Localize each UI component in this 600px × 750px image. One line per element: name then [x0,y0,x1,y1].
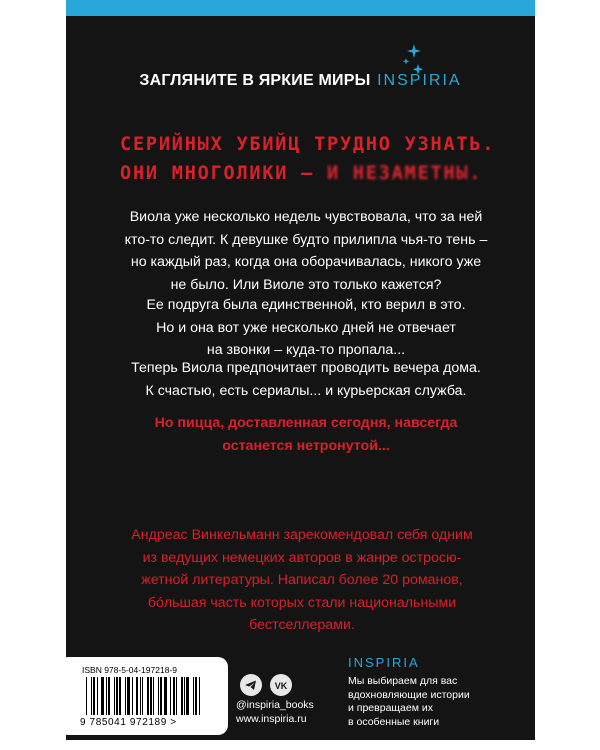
barcode-bar [125,677,126,715]
barcode-bar [195,677,197,715]
blurb-closing-paragraph [86,412,526,457]
blurb-line: Теперь Виола предпочитает проводить вечера дома. [131,360,481,376]
blurb-paragraph-1 [86,206,526,296]
social-handle[interactable]: @inspiria_books [236,699,314,711]
barcode-bar [164,677,167,715]
barcode-bar [108,677,110,715]
barcode-bar [170,677,171,715]
isbn-text: ISBN 978-5-04-197218-9 [82,665,177,675]
blurb-line: на звонки – куда-то пропала... [206,342,406,358]
barcode-bar [106,677,107,715]
barcode-panel [66,657,228,735]
telegram-icon[interactable] [240,674,262,696]
barcode-bar [147,677,149,715]
blurb-line: Но и она вот уже несколько дней не отвечает [156,319,456,336]
tagline-text: ЗАГЛЯНИТЕ В ЯРКИЕ МИРЫ [139,72,371,89]
slogan-line: вдохновляющие истории [348,688,470,701]
barcode-bar [93,677,95,715]
headline-line-1: СЕРИЙНЫХ УБИЙЦ ТРУДНО УЗНАТЬ. [120,134,496,155]
tagline [66,72,535,90]
tagline-brand: INSPIRIA [377,72,462,89]
bio-line: бестселлерами. [249,617,355,633]
barcode-bar [134,677,135,715]
bio-line: из ведущих немецких авторов в жанре остросю- [142,549,462,566]
slogan-line: Мы выбираем для вас [348,675,458,687]
barcode-bar [91,677,92,715]
barcode-bar [116,677,118,715]
barcode-bar [150,677,152,715]
barcode-bar [199,677,200,715]
barcode-bar [156,677,157,715]
barcode-bar [142,677,143,715]
blurb-line: не было. Или Виоле это только кажется? [170,276,442,293]
slogan-line: и превращаем их [348,702,433,715]
barcode-bar [89,677,90,715]
barcode-bar [132,677,133,715]
barcode-bar [123,677,124,715]
back-cover [66,0,535,740]
blurb-line: Ее подруга была единственной, кто верил в это. [146,297,466,313]
headline [120,130,520,188]
website-link[interactable]: www.inspiria.ru [236,713,307,725]
bio-line: бóльшая часть которых стали национальными [147,594,457,611]
barcode-bar [111,677,112,715]
blurb-line: кто-то следит. К девушке будто прилипла чья-то тень – [124,231,488,248]
barcode-bar [176,677,177,715]
barcode-bar [160,677,162,715]
barcode-bar [127,677,130,715]
barcode-bar [101,677,104,715]
barcode-bar [178,677,179,715]
headline-line-2 [120,159,520,188]
barcode-bar [191,677,192,715]
slogan-line: в особенные книги [348,715,440,728]
barcode-bar [201,677,203,715]
blurb-paragraph-3 [86,357,526,402]
blurb-line: К счастью, есть сериалы... и курьерская служба. [145,382,467,399]
svg-text:VK: VK [275,681,288,691]
barcode-bar [186,677,189,715]
barcode-bar [119,677,121,715]
barcode-bar [168,677,169,715]
barcode-bar [184,677,185,715]
barcode-bar [153,677,154,715]
barcode [86,677,204,715]
barcode-bar [181,677,183,715]
bio-line: жетной литературы. Написал более 20 романов, [141,572,463,588]
headline-blurred-text: И НЕЗАМЕТНЫ. [327,163,483,184]
barcode-bar [193,677,194,715]
publisher-logo: INSPIRIA [348,655,420,670]
barcode-bar [136,677,138,715]
social-icons [240,674,296,696]
bio-line: Андреас Винкельманн зарекомендовал себя одним [131,527,473,543]
barcode-number: 9 785041 972189 > [80,717,177,728]
blurb-line: останется нетронутой... [222,437,390,454]
barcode-bar [99,677,100,715]
author-bio [82,524,522,637]
blurb-paragraph-2 [86,294,526,362]
barcode-bar [86,677,87,715]
publisher-slogan [348,675,528,729]
barcode-bar [140,677,141,715]
top-color-bar [66,0,535,16]
barcode-bar [158,677,159,715]
blurb-line: Виола уже несколько недель чувствовала, что за ней [129,209,483,225]
vk-icon[interactable] [270,674,292,696]
blurb-line: Но пицца, доставленная сегодня, навсегда [154,415,458,431]
headline-line-2-start: ОНИ МНОГОЛИКИ – [120,163,315,184]
barcode-bar [144,677,145,715]
barcode-bar [97,677,98,715]
blurb-line: но каждый раз, когда она оборачивалась, никого уже [130,254,482,270]
barcode-bar [173,677,175,715]
barcode-bar [114,677,115,715]
